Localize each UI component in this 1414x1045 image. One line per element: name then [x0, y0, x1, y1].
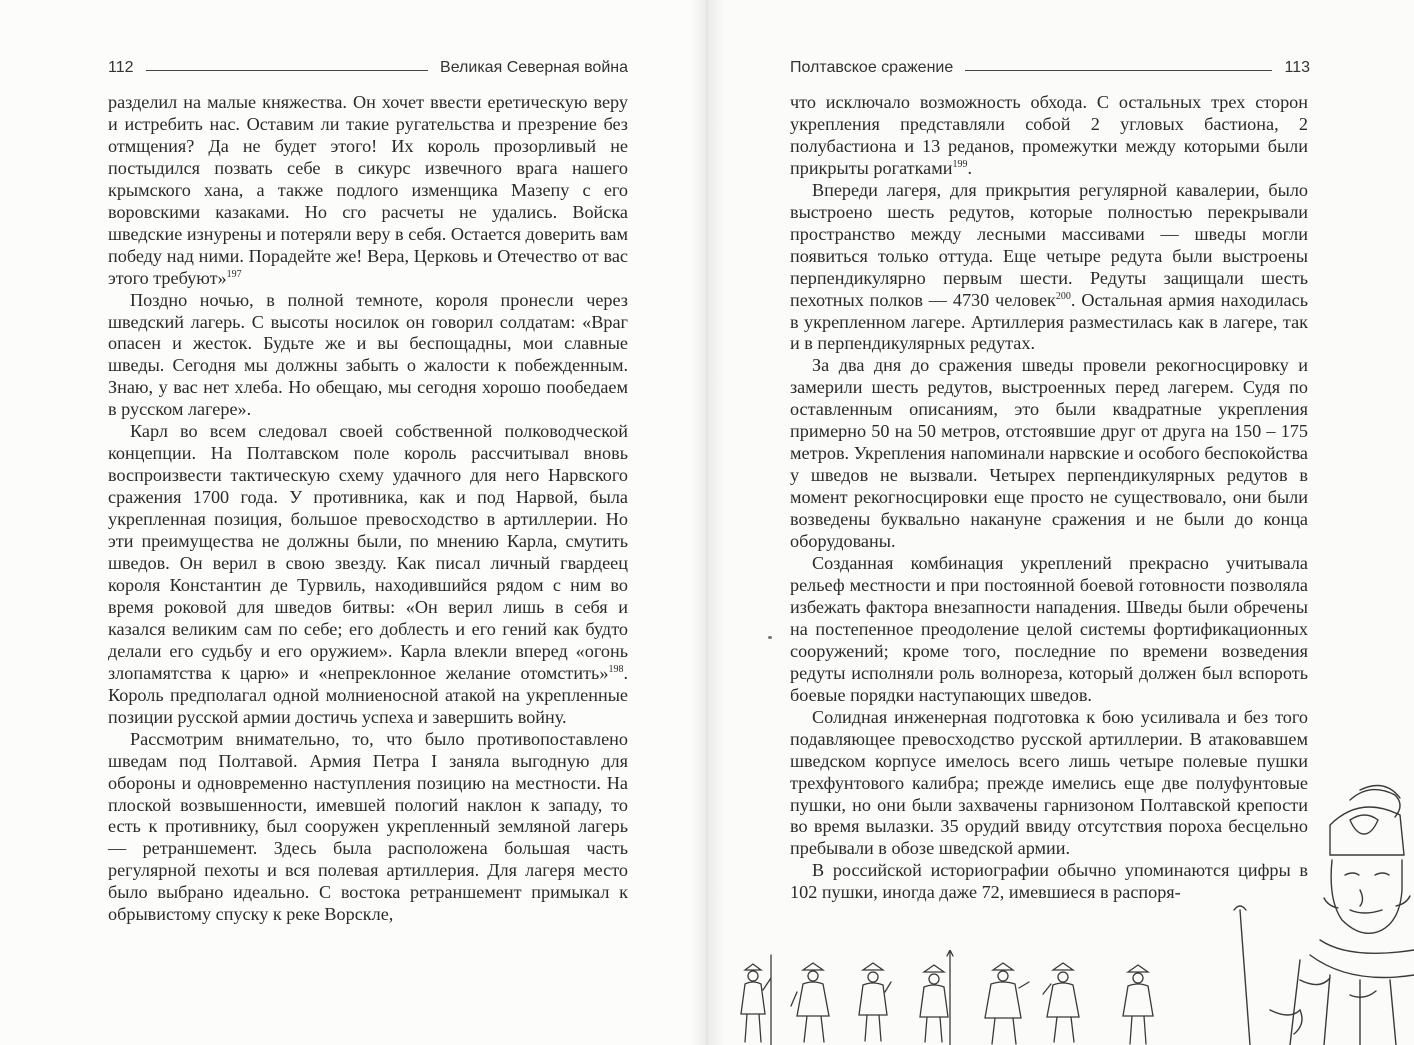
footnote-ref: 199	[952, 158, 968, 170]
footnote-ref: 200	[1055, 290, 1071, 302]
paragraph: Поздно ночью, в полной темноте, короля пронесли через шведский лагерь. С высоты носилок он говорил солдатам: «Враг опасен и жесток. Будьте же и вы беспощадны, мои славные шведы. Сегодня мы должны забыть о жалости к побежденным. Знаю, у вас нет хлеба. Но обещаю, мы сегодня хорошо пообедаем в русском лагере».	[108, 289, 628, 420]
paragraph: что исключало возможность обхода. С остальных трех сторон укрепления представляли собой 2 угловых бастиона, 2 полубастиона и 13 реданов, промежутки между которыми были прикрыты рогатками$^{199}$.	[790, 92, 1308, 178]
paragraph: Карл во всем следовал своей собственной полководческой концепции. На Полтавском поле король рассчитывал вновь воспроизвести тактическую схему удачного для него Нарвского сражения 1700 года. У противника, как и под Нарвой, была укрепленная позиция, большое превосходство в артиллерии. Но эти преимущества не должны были, по мнению Карла, смутить шведов. Он верил в свою звезду. Как писал личный гвардеец короля Константин де Турвиль, находившийся рядом с ним во время роковой для шведов битвы: «Он верил лишь в себя и казался великим сам по себе; его доблесть и его гений как будто делали его судьбу и его оружием». Карла влекли вперед «огонь злопамятства к царю» и «непреклонное желание отомстить»$^{198}$. Король предполагал одной молниеносной атакой на укрепленные позиции русской армии достичь успеха и завершить войну.	[108, 421, 628, 727]
paragraph: Рассмотрим внимательно, то, что было противопоставлено шведам под Полтавой. Армия Петра I заняла выгодную для обороны и одновременно наступления позицию на местности. На плоской возвышенности, имевшей пологий наклон к западу, то есть к противнику, был сооружен укрепленный земляной лагерь — ретраншемент. Здесь была расположена большая часть регулярной пехоты и вся полевая артиллерия. Для лагеря место было выбрано идеально. С востока ретраншемент примыкал к обрывистому спуску к реке Ворскле,	[108, 728, 628, 925]
header-rule	[146, 70, 429, 71]
header-rule	[965, 70, 1272, 71]
left-page-number: 112	[108, 59, 134, 76]
right-page-header	[790, 57, 1310, 79]
paragraph: В российской историографии обычно упоминаются цифры в 102 пушки, иногда даже 72, имевшиеся в распоря-	[790, 860, 1308, 903]
footnote-ref: 198	[608, 663, 624, 675]
officer-portrait-illustration	[1200, 780, 1414, 1045]
paragraph: Впереди лагеря, для прикрытия регулярной кавалерии, было выстроено шесть редутов, которые полностью перекрывали пространство между лесными массивами — шведы могли появиться только оттуда. Еще четыре редута были выстроены перпендикулярно первым шести. Редуты защищали шесть пехотных полков — 4730 человек$^{200}$. Остальная армия находилась в укрепленном лагере. Артиллерия разместилась как в лагере, так и в перпендикулярных редутах.	[790, 179, 1308, 354]
left-page-header	[108, 57, 628, 79]
ink-speck	[768, 636, 772, 639]
right-page-number: 113	[1284, 59, 1310, 76]
paragraph: Созданная комбинация укреплений прекрасно учитывала рельеф местности и при постоянной боевой готовности позволяла избежать фактора внезапности нападения. Шведы были обречены на постепенное преодоление целой системы фортификационных сооружений; кроме того, последние по времени возведения редуты исполняли роль волнореза, который должен был вспороть боевые порядки наступающих шведов.	[790, 553, 1308, 705]
paragraph: За два дня до сражения шведы провели рекогносцировку и замерили шесть редутов, выстроенных перед лагерем. Судя по оставленным описаниям, это были квадратные укрепления примерно 50 на 50 метров, отстоявшие друг от друга на 150 – 175 метров. Укрепления напоминали нарвские и особого беспокойства у шведов не вызвали. Четырех перпендикулярных редутов в момент рекогносцировки еще просто не существовало, они были возведены буквально накануне сражения и не были до конца оборудованы.	[790, 355, 1308, 552]
paragraph: Солидная инженерная подготовка к бою усиливала и без того подавляющее превосходство русской артиллерии. В атаковавшем шведском корпусе имелось всего лишь четыре полевые пушки трехфунтового калибра; прежде имелись еще две полуфунтовые пушки, но они были захвачены гарнизоном Полтавской крепости во время вылазки. 35 орудий ввиду отсутствия пороха бесцельно пребывали в обозе шведской армии.	[790, 706, 1308, 859]
footnote-ref: 197	[226, 268, 242, 280]
left-running-head: Великая Северная война	[440, 59, 628, 76]
book-gutter	[690, 0, 724, 1045]
left-page-body	[108, 92, 628, 926]
soldiers-illustration	[720, 950, 1260, 1045]
paragraph: разделил на малые княжества. Он хочет ввести еретическую веру и истребить нас. Оставим ли такие ругательства и презрение без отмщения? Да не будет этого! Их король прозорливый не постыдился позвать себе в сикурс извечного врага нашего крымского хана, а также подлого изменщика Мазепу с его воровскими казаками. Но сго расчеты не удались. Войска шведские изнурены и потеряли веру в себя. Остается доверить вам победу над ними. Порадейте же! Вера, Церковь и Отечество от вас этого требуют»$^{197}$	[108, 92, 628, 288]
right-running-head: Полтавское сражение	[790, 59, 954, 76]
